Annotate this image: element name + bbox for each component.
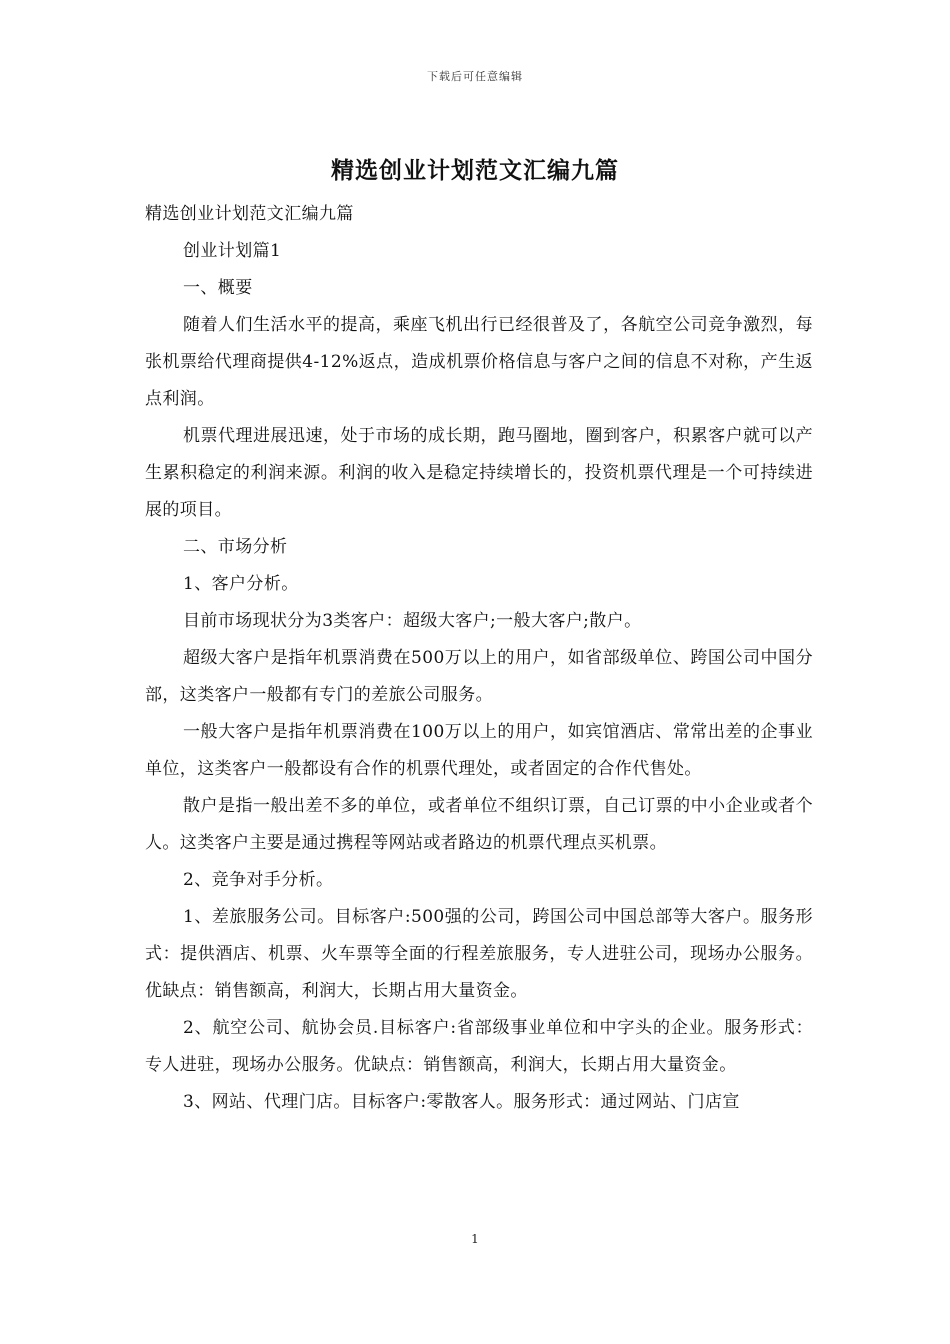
paragraph-heading-market: 二、市场分析	[183, 537, 288, 557]
document-title: 精选创业计划范文汇编九篇	[331, 157, 619, 184]
paragraph-subheading: 2、竞争对手分析。	[183, 870, 334, 890]
paragraph: 1、差旅服务公司。目标客户:500强的公司，跨国公司中国总部等大客户。服务形式：提供酒店、机票、火车票等全面的行程差旅服务，专人进驻公司，现场办公服务。优缺点：销售额高，利润大，长期占用大量资金。	[145, 907, 813, 1001]
paragraph: 一般大客户是指年机票消费在100万以上的用户，如宾馆酒店、常常出差的企事业单位，这类客户一般都设有合作的机票代理处，或者固定的合作代售处。	[145, 722, 813, 779]
paragraph: 目前市场现状分为3类客户：超级大客户;一般大客户;散户。	[183, 611, 642, 631]
page-header-note: 下载后可任意编辑	[427, 70, 523, 83]
paragraph: 超级大客户是指年机票消费在500万以上的用户，如省部级单位、跨国公司中国分部，这类客户一般都有专门的差旅公司服务。	[145, 648, 813, 705]
paragraph: 机票代理进展迅速，处于市场的成长期，跑马圈地，圈到客户，积累客户就可以产生累积稳定的利润来源。利润的收入是稳定持续增长的，投资机票代理是一个可持续进展的项目。	[145, 426, 813, 520]
paragraph-section-heading: 创业计划篇1	[183, 241, 282, 261]
paragraph-subtitle: 精选创业计划范文汇编九篇	[145, 204, 354, 224]
document-body	[145, 196, 813, 1121]
paragraph-subheading: 1、客户分析。	[183, 574, 299, 594]
paragraph-heading-overview: 一、概要	[183, 278, 253, 298]
page-number: 1	[471, 1232, 479, 1246]
paragraph: 3、网站、代理门店。目标客户:零散客人。服务形式：通过网站、门店宣	[183, 1092, 740, 1112]
paragraph: 随着人们生活水平的提高，乘座飞机出行已经很普及了，各航空公司竞争激烈，每张机票给代理商提供4-12%返点，造成机票价格信息与客户之间的信息不对称，产生返点利润。	[145, 315, 813, 409]
paragraph: 散户是指一般出差不多的单位，或者单位不组织订票，自己订票的中小企业或者个人。这类客户主要是通过携程等网站或者路边的机票代理点买机票。	[145, 796, 813, 853]
paragraph: 2、航空公司、航协会员.目标客户:省部级事业单位和中字头的企业。服务形式：专人进驻，现场办公服务。优缺点：销售额高，利润大，长期占用大量资金。	[145, 1018, 813, 1075]
